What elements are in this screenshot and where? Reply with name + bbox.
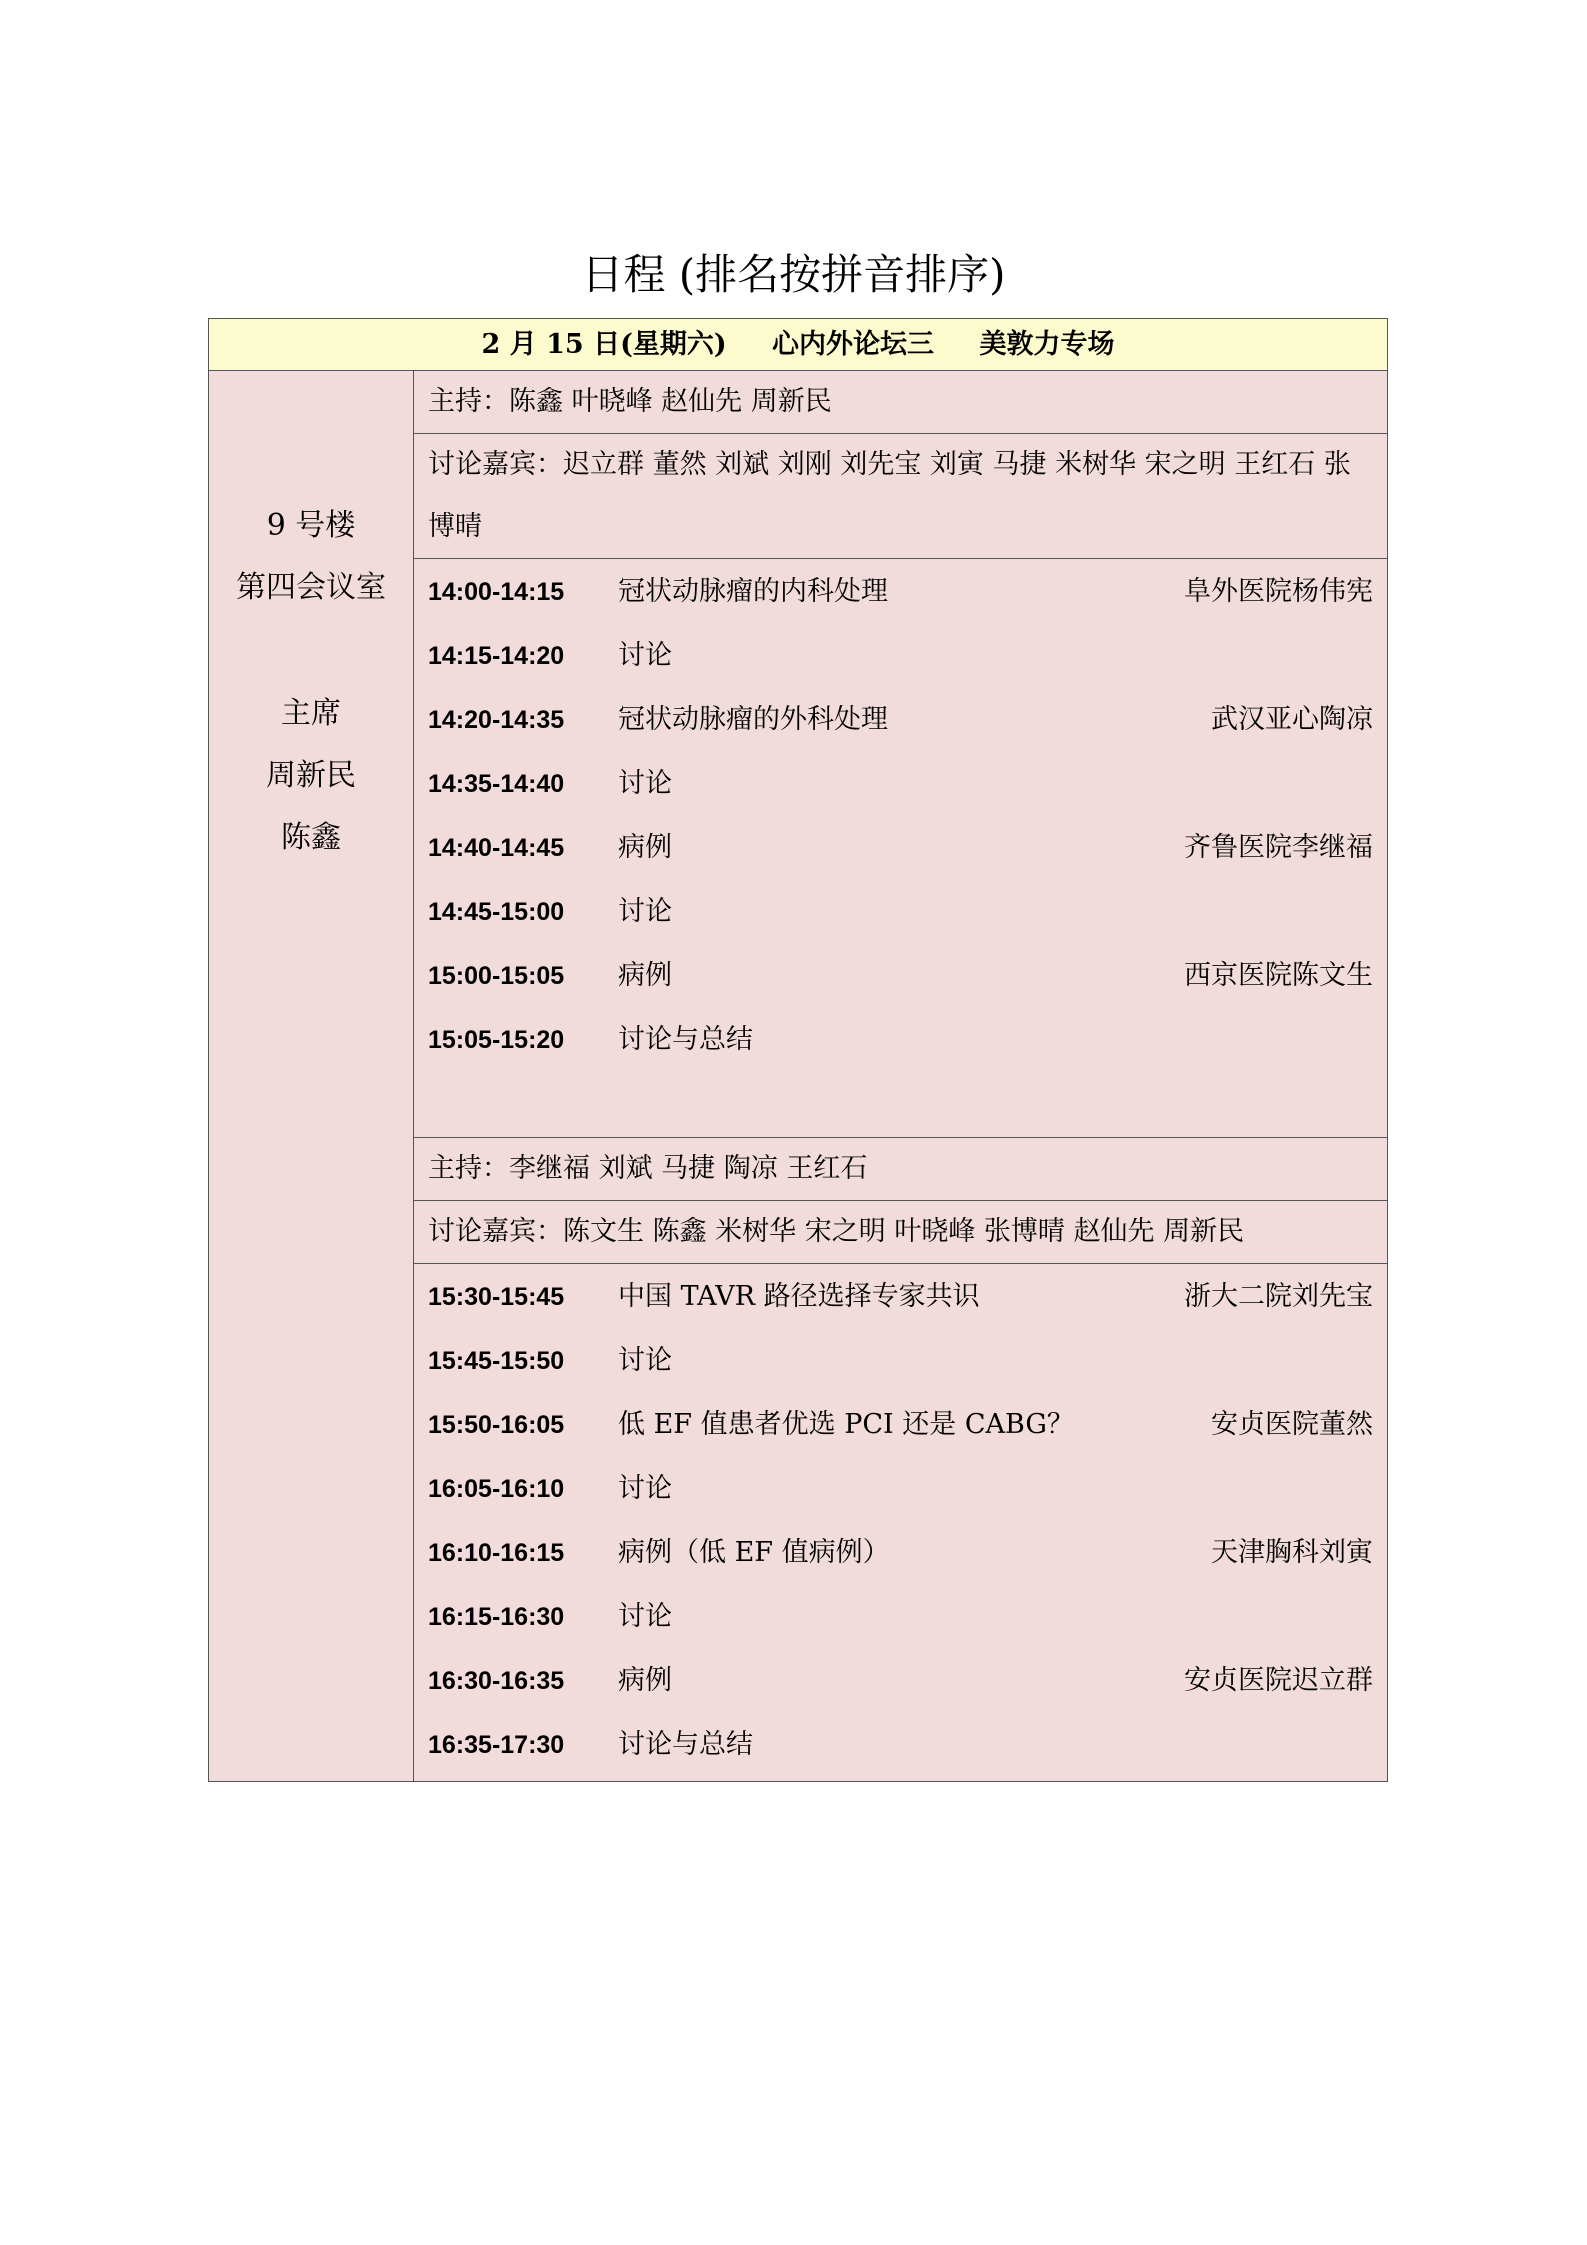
talk-topic: 冠状动脉瘤的外科处理 — [618, 704, 888, 735]
day-header — [209, 319, 1387, 371]
talk-time: 14:45-15:00 — [428, 898, 565, 926]
talk-row — [414, 1585, 1387, 1649]
talk-row — [414, 560, 1387, 624]
talk-topic: 讨论与总结 — [618, 1729, 753, 1760]
talk-speaker: 浙大二院刘先宝 — [1184, 1281, 1373, 1312]
talk-topic: 讨论 — [618, 768, 672, 799]
talk-speaker — [1373, 1329, 1387, 1393]
talk-topic: 讨论 — [618, 1345, 672, 1376]
session-guests: 讨论嘉宾：陈文生 陈鑫 米树华 宋之明 叶晓峰 张博晴 赵仙先 周新民 — [414, 1201, 1387, 1264]
talk-time: 16:10-16:15 — [428, 1539, 565, 1567]
talk-topic: 讨论 — [618, 1473, 672, 1504]
talk-topic: 病例 — [618, 832, 672, 863]
session-talks — [414, 559, 1387, 1138]
talk-row — [414, 816, 1387, 880]
talk-topic: 病例（低 EF 值病例） — [618, 1537, 890, 1568]
talk-speaker — [1373, 1008, 1387, 1072]
venue-room: 第四会议室 — [236, 570, 386, 605]
talk-time: 14:00-14:15 — [428, 578, 565, 606]
venue-column — [209, 371, 414, 1781]
talk-row — [414, 880, 1387, 944]
page-title: 日程 (排名按拼音排序) — [581, 250, 1006, 299]
talk-time: 16:05-16:10 — [428, 1475, 565, 1503]
talk-row — [414, 1393, 1387, 1457]
talk-speaker — [1373, 1457, 1387, 1521]
talk-topic: 病例 — [618, 1665, 672, 1696]
venue-info — [209, 495, 413, 619]
session-talks — [414, 1264, 1387, 1781]
talk-topic: 中国 TAVR 路径选择专家共识 — [618, 1281, 980, 1312]
talk-time: 14:15-14:20 — [428, 642, 565, 670]
talk-time: 14:35-14:40 — [428, 770, 565, 798]
session-hosts: 主持：陈鑫 叶晓峰 赵仙先 周新民 — [414, 371, 1387, 434]
chair-name: 陈鑫 — [281, 820, 341, 855]
talk-time: 14:20-14:35 — [428, 706, 565, 734]
venue-building: 9 号楼 — [266, 508, 356, 543]
talk-topic: 冠状动脉瘤的内科处理 — [618, 576, 888, 607]
talk-row — [414, 1649, 1387, 1713]
talk-time: 14:40-14:45 — [428, 834, 565, 862]
chair-info — [209, 683, 413, 869]
talk-topic: 讨论 — [618, 1601, 672, 1632]
talk-row — [414, 944, 1387, 1008]
session-hosts: 主持：李继福 刘斌 马捷 陶凉 王红石 — [414, 1138, 1387, 1201]
talk-row — [414, 1329, 1387, 1393]
sessions-column — [414, 371, 1387, 1781]
talk-row — [414, 1713, 1387, 1777]
talk-speaker: 安贞医院迟立群 — [1184, 1665, 1373, 1696]
talk-speaker: 安贞医院董然 — [1211, 1409, 1373, 1440]
talk-speaker: 天津胸科刘寅 — [1211, 1537, 1373, 1568]
talk-topic: 病例 — [618, 960, 672, 991]
talk-speaker — [1373, 880, 1387, 944]
talk-time: 15:45-15:50 — [428, 1347, 565, 1375]
talk-time: 16:15-16:30 — [428, 1603, 565, 1631]
forum-name: 心内外论坛三 — [772, 329, 935, 360]
talk-speaker — [1373, 752, 1387, 816]
talk-row — [414, 1521, 1387, 1585]
talk-topic: 讨论 — [618, 640, 672, 671]
chair-label: 主席 — [281, 696, 341, 731]
talk-time: 15:50-16:05 — [428, 1411, 565, 1439]
schedule-table — [208, 318, 1388, 1782]
talk-speaker — [1373, 1713, 1387, 1777]
talk-speaker: 齐鲁医院李继福 — [1184, 832, 1373, 863]
session-guests: 讨论嘉宾：迟立群 董然 刘斌 刘刚 刘先宝 刘寅 马捷 米树华 宋之明 王红石 张博晴 — [414, 434, 1387, 559]
talk-speaker: 阜外医院杨伟宪 — [1184, 576, 1373, 607]
talk-row — [414, 1265, 1387, 1329]
talk-topic: 讨论与总结 — [618, 1024, 753, 1055]
session-spacer — [414, 1072, 1387, 1137]
talk-row — [414, 1457, 1387, 1521]
talk-speaker: 西京医院陈文生 — [1184, 960, 1373, 991]
talk-speaker: 武汉亚心陶凉 — [1211, 704, 1373, 735]
talk-time: 15:30-15:45 — [428, 1283, 565, 1311]
talk-topic: 低 EF 值患者优选 PCI 还是 CABG？ — [618, 1409, 1074, 1440]
day-date: 2 月 15 日(星期六) — [481, 329, 727, 360]
talk-time: 15:00-15:05 — [428, 962, 565, 990]
talk-time: 16:30-16:35 — [428, 1667, 565, 1695]
session-name: 美敦力专场 — [979, 329, 1115, 360]
chair-name: 周新民 — [266, 758, 356, 793]
talk-time: 15:05-15:20 — [428, 1026, 565, 1054]
talk-speaker — [1373, 624, 1387, 688]
talk-speaker — [1373, 1585, 1387, 1649]
talk-topic: 讨论 — [618, 896, 672, 927]
schedule-body — [209, 371, 1387, 1781]
talk-row — [414, 624, 1387, 688]
talk-row — [414, 688, 1387, 752]
talk-row — [414, 1008, 1387, 1072]
talk-time: 16:35-17:30 — [428, 1731, 565, 1759]
talk-row — [414, 752, 1387, 816]
